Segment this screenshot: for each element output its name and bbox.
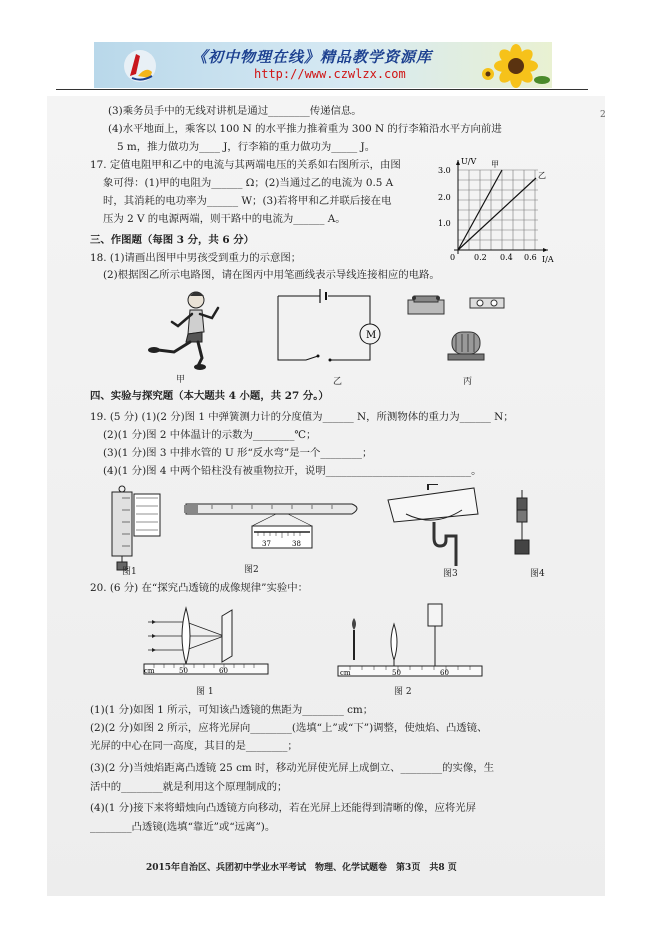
q20-3a: (3)(2 分)当烛焰距离凸透镜 25 cm 时，移动光屏使光屏上成倒立、________的实像，生 [90, 762, 495, 774]
q20-1: (1)(1 分)如图 1 所示，可知该凸透镜的焦距为________ cm； [90, 704, 374, 716]
fig-bing-label: 丙 [463, 377, 473, 387]
q19-3: (3)(1 分)图 3 中排水管的 U 形“反水弯”是一个________； [103, 447, 373, 459]
fig2-label: 图2 [244, 565, 259, 575]
fig-yi-label: 乙 [333, 377, 343, 387]
lens-fig1-label: 图 1 [196, 687, 214, 697]
ytick-2: 2.0 [438, 193, 451, 202]
page-footer: 2015年自治区、兵团初中学业水平考试 物理、化学试题卷 第3页 共8 页 [146, 863, 457, 873]
q16-3: (3)乘务员手中的无线对讲机是通过________传递信息。 [108, 105, 362, 117]
fig1-label: 图1 [122, 567, 137, 577]
banner-url[interactable]: http://www.czwlzx.com [254, 67, 406, 81]
sunflower-icon [478, 44, 550, 88]
thermo-tick-37: 37 [262, 540, 271, 548]
q17-graph [436, 156, 562, 266]
section-3-title: 三、作图题（每图 3 分，共 6 分） [90, 234, 255, 246]
circuit-diagram [268, 288, 388, 368]
ytick-3: 3.0 [438, 166, 451, 175]
section-4-title: 四、实验与探究题（本大题共 4 小题，共 27 分。） [90, 390, 329, 402]
q20-4b: ________凸透镜(选填“靠近”或“远离”)。 [90, 821, 276, 833]
sink-drain-figure [386, 484, 482, 566]
side-page-number: 2 [600, 110, 606, 120]
q20-4a: (4)(1 分)接下来将蜡烛向凸透镜方向移动，若在光屏上还能得到清晰的像，应将光屏 [90, 802, 477, 814]
xtick-02: 0.2 [474, 253, 487, 262]
q20-2b: 光屏的中心在同一高度，其目的是________； [90, 740, 298, 752]
q20-2a: (2)(2 分)如图 2 所示，应将光屏向________(选填“上”或“下”)调整，使烛焰、凸透镜、 [90, 722, 488, 734]
label-yi: 乙 [538, 171, 546, 180]
lead-cylinders-figure [508, 490, 536, 562]
ruler-50-1: 50 [179, 667, 188, 675]
lens-focal-figure [140, 600, 272, 682]
fig-jia-label: 甲 [176, 375, 186, 385]
lens-fig2-label: 图 2 [394, 687, 412, 697]
xtick-0: 0 [450, 253, 456, 262]
header-banner [94, 42, 552, 88]
ruler-unit-2: cm [340, 669, 351, 677]
q19-4: (4)(1 分)图 4 中两个铅柱没有被重物拉开，说明____________________________。 [103, 465, 482, 477]
q19-2: (2)(1 分)图 2 中体温计的示数为________℃； [103, 429, 317, 441]
ruler-60-2: 60 [440, 669, 449, 677]
xtick-06: 0.6 [524, 253, 537, 262]
spring-scale-figure [104, 484, 164, 572]
q18-1: 18. (1)请画出图甲中男孩受到重力的示意图； [90, 252, 302, 264]
graph-ylabel: U/V [461, 157, 477, 166]
candle-lens-screen-figure [334, 600, 486, 684]
q16-4b: 5 m，推力做功为____ J，行李箱的重力做功为_____ J。 [117, 141, 376, 153]
ytick-1: 1.0 [438, 219, 451, 228]
fig4-label: 图4 [530, 569, 545, 579]
site-logo-icon [122, 48, 158, 84]
physical-components-figure [400, 290, 510, 370]
q16-4a: (4)水平地面上，乘客以 100 N 的水平推力推着重为 300 N 的行李箱沿水平方向前进 [108, 123, 502, 135]
q18-2: (2)根据图乙所示电路图，请在图丙中用笔画线表示导线连接相应的电路。 [103, 269, 440, 281]
q20-title: 20. (6 分) 在“探究凸透镜的成像规律”实验中： [90, 582, 309, 594]
ruler-60-1: 60 [219, 667, 228, 675]
q17-line2: 象可得：(1)甲的电阻为______ Ω；(2)当通过乙的电流为 0.5 A [103, 177, 394, 189]
label-jia: 甲 [491, 160, 499, 169]
q17-line3: 时，其消耗的电功率为______ W；(3)若将甲和乙并联后接在电 [103, 195, 392, 207]
fig3-label: 图3 [443, 569, 458, 579]
q20-3b: 活中的________就是利用这个原理制成的； [90, 781, 288, 793]
ruler-unit-1: cm [144, 667, 155, 675]
thermo-tick-38: 38 [292, 540, 301, 548]
xtick-04: 0.4 [500, 253, 513, 262]
q17-line1: 17. 定值电阻甲和乙中的电流与其两端电压的关系如右图所示，由图 [90, 159, 401, 171]
running-boy-figure [140, 288, 230, 370]
motor-symbol: M [366, 330, 377, 341]
q19-1: 19. (5 分) (1)(2 分)图 1 中弹簧测力计的分度值为______ N，所测物体的重力为______ N； [90, 411, 514, 423]
banner-title: 《初中物理在线》精品教学资源库 [192, 48, 433, 66]
header-rule [56, 89, 588, 90]
clinical-thermometer-figure [182, 496, 366, 556]
ruler-50-2: 50 [392, 669, 401, 677]
q17-line4: 压为 2 V 的电源两端，则干路中的电流为______ A。 [103, 213, 346, 225]
graph-xlabel: I/A [542, 255, 554, 264]
